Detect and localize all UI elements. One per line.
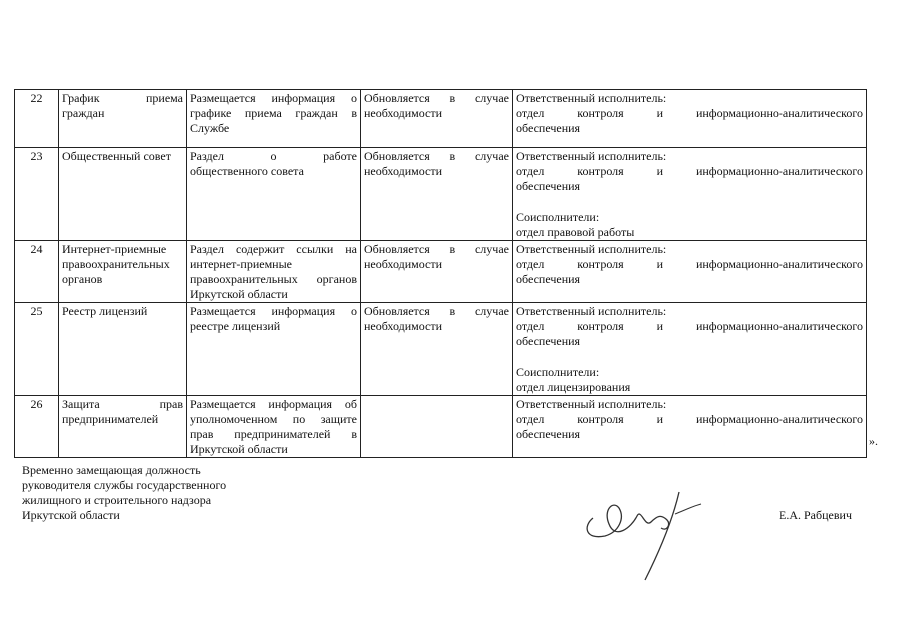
cell-text-line: обеспечения xyxy=(516,334,581,348)
cell-text-line: необходимости xyxy=(364,164,443,178)
row-number-cell xyxy=(15,396,59,458)
table-row xyxy=(15,90,867,148)
description-cell xyxy=(187,303,361,396)
update-period-cell xyxy=(361,148,513,241)
cell-text-line: Раздел о работе xyxy=(190,149,357,163)
table-row xyxy=(15,241,867,303)
section-name-cell xyxy=(59,90,187,148)
cell-text-line: отдел контроля и информационно-аналитического xyxy=(516,319,863,333)
spacer xyxy=(516,194,863,210)
cell-text-line: отдел контроля и информационно-аналитического xyxy=(516,412,863,426)
cell-text-line: Размещается информация об xyxy=(190,397,357,411)
update-period-cell xyxy=(361,241,513,303)
cell-text-line: обеспечения xyxy=(516,427,581,441)
responsible-cell xyxy=(513,90,867,148)
cell-text-line: интернет-приемные xyxy=(190,257,292,271)
description-cell xyxy=(187,90,361,148)
row-number-cell xyxy=(15,148,59,241)
cell-text-line: органов xyxy=(62,272,103,286)
table-row xyxy=(15,396,867,458)
position-line: Временно замещающая должность xyxy=(22,463,201,477)
signer-name: Е.А. Рабцевич xyxy=(779,508,852,522)
cell-text-line: Обновляется в случае xyxy=(364,91,509,105)
description-cell xyxy=(187,148,361,241)
signatory-position xyxy=(22,463,226,523)
cell-text-line: Ответственный исполнитель: xyxy=(516,149,667,163)
cell-text-line: граждан xyxy=(62,106,105,120)
section-name-cell xyxy=(59,241,187,303)
cell-text-line: Службе xyxy=(190,121,230,135)
cell-text-line: необходимости xyxy=(364,106,443,120)
row-number: 22 xyxy=(30,91,43,105)
cell-text-line: Обновляется в случае xyxy=(364,149,509,163)
cell-text-line: графике приема граждан в xyxy=(190,106,357,120)
co-executor-department: отдел правовой работы xyxy=(516,225,635,239)
cell-text-line: Реестр лицензий xyxy=(62,304,148,318)
cell-text-line: Иркутской области xyxy=(190,442,288,456)
cell-text-line: обеспечения xyxy=(516,272,581,286)
cell-text-line: Ответственный исполнитель: xyxy=(516,304,667,318)
cell-text-line: отдел контроля и информационно-аналитического xyxy=(516,106,863,120)
responsible-cell xyxy=(513,241,867,303)
cell-text-line: Общественный совет xyxy=(62,149,171,163)
cell-text-line: обеспечения xyxy=(516,179,581,193)
cell-text-line: общественного совета xyxy=(190,164,304,178)
cell-text-line: Ответственный исполнитель: xyxy=(516,397,667,411)
cell-text-line: Иркутской области xyxy=(190,287,288,301)
row-number: 25 xyxy=(30,304,43,318)
cell-text-line: Обновляется в случае xyxy=(364,304,509,318)
cell-text-line: необходимости xyxy=(364,319,443,333)
cell-text-line: Размещается информация о xyxy=(190,91,357,105)
description-cell xyxy=(187,396,361,458)
table-row xyxy=(15,303,867,396)
row-number-cell xyxy=(15,90,59,148)
row-number-cell xyxy=(15,241,59,303)
cell-text-line: График приема xyxy=(62,91,183,105)
cell-text-line: Размещается информация о xyxy=(190,304,357,318)
cell-text-line: реестре лицензий xyxy=(190,319,281,333)
cell-text-line: Интернет-приемные xyxy=(62,242,167,256)
responsible-cell xyxy=(513,148,867,241)
responsible-cell xyxy=(513,303,867,396)
update-period-cell xyxy=(361,90,513,148)
cell-text-line: правоохранительных органов xyxy=(190,272,357,286)
row-number-cell xyxy=(15,303,59,396)
cell-text-line: Ответственный исполнитель: xyxy=(516,91,667,105)
position-line: Иркутской области xyxy=(22,508,120,522)
cell-text-line: правоохранительных xyxy=(62,257,170,271)
cell-text-line: необходимости xyxy=(364,257,443,271)
cell-text-line: предпринимателей xyxy=(62,412,159,426)
publication-table xyxy=(14,89,867,458)
update-period-cell xyxy=(361,396,513,458)
section-name-cell xyxy=(59,303,187,396)
cell-text-line: прав предпринимателей в xyxy=(190,427,357,441)
description-cell xyxy=(187,241,361,303)
co-executor-department: отдел лицензирования xyxy=(516,380,631,394)
cell-text-line: Обновляется в случае xyxy=(364,242,509,256)
cell-text-line: обеспечения xyxy=(516,121,581,135)
row-number: 24 xyxy=(30,242,43,256)
cell-text-line: уполномоченном по защите xyxy=(190,412,357,426)
cell-text-line: Защита прав xyxy=(62,397,183,411)
row-number: 26 xyxy=(30,397,43,411)
section-name-cell xyxy=(59,148,187,241)
closing-quote-mark: ». xyxy=(869,434,878,448)
table-row xyxy=(15,148,867,241)
spacer xyxy=(516,349,863,365)
handwritten-signature xyxy=(575,488,725,588)
update-period-cell xyxy=(361,303,513,396)
cell-text-line: Раздел содержит ссылки на xyxy=(190,242,357,256)
cell-text-line: отдел контроля и информационно-аналитического xyxy=(516,257,863,271)
co-executors-label: Соисполнители: xyxy=(516,210,600,224)
cell-text-line: отдел контроля и информационно-аналитического xyxy=(516,164,863,178)
co-executors-label: Соисполнители: xyxy=(516,365,600,379)
position-line: жилищного и строительного надзора xyxy=(22,493,212,507)
responsible-cell xyxy=(513,396,867,458)
row-number: 23 xyxy=(30,149,43,163)
cell-text-line: Ответственный исполнитель: xyxy=(516,242,667,256)
position-line: руководителя службы государственного xyxy=(22,478,227,492)
section-name-cell xyxy=(59,396,187,458)
